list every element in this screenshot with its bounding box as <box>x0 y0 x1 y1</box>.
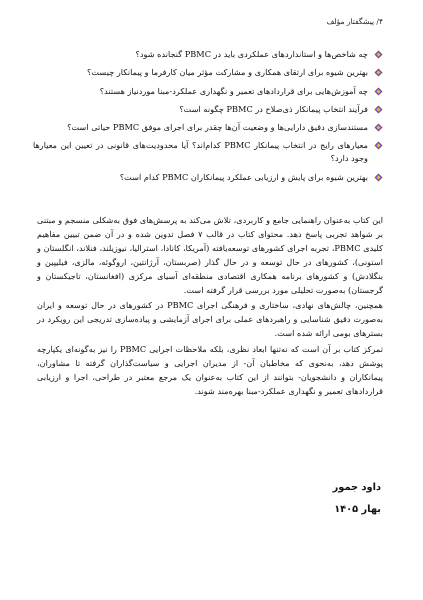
signature-block <box>333 477 381 521</box>
list-item <box>33 139 383 165</box>
body-text <box>37 214 383 401</box>
bullet-text: چه آموزش‌هایی برای قراردادهای تعمیر و نگهداری عملکرد-مبنا موردنیاز هستند؟ <box>99 85 368 96</box>
bullet-icon <box>374 87 383 96</box>
paragraph: این کتاب به‌عنوان راهنمایی جامع و کاربردی، تلاش می‌کند به پرسش‌های فوق به‌شکلی منسجم و مبتنی بر شواهد تجربی پاسخ دهد. محتوای کتاب در قالب ۷ فصل تدوین شده و در آن ضمن تبیین مفاهیم کلیدی PBMC، تجربه اجرای کشورهای توسعه‌یافته (آمریکا، کانادا، استرالیا، نیوزیلند، فنلاند، انگلستان و استونی)، کشورهای در حال توسعه و در حال گذار (صربستان، آرژانتین، اروگوئه، مالزی، فیلیپین و بنگلادش) و کشورهای برنامه همکاری اقتصادی منطقه‌ای آسیای مرکزی (افغانستان، تاجیکستان و گرجستان) به‌صورت تحلیلی مورد بررسی قرار گرفته است. <box>37 215 384 295</box>
bullet-text: بهترین شیوه برای ارتقای همکاری و مشارکت مؤثر میان کارفرما و پیمانکار چیست؟ <box>87 67 368 78</box>
author-name: داود جمور <box>332 482 381 493</box>
bullet-icon <box>374 105 383 114</box>
bullet-icon <box>374 141 383 150</box>
bullet-icon <box>374 50 383 59</box>
list-item <box>33 171 383 184</box>
list-item <box>33 48 383 61</box>
bullet-text: مستندسازی دقیق دارایی‌ها و وضعیت آن‌ها چقدر برای اجرای موفق PBMC حیاتی است؟ <box>67 122 368 133</box>
bullet-icon <box>374 68 383 77</box>
question-list <box>33 48 383 189</box>
list-item <box>33 103 383 116</box>
bullet-text: چه شاخص‌ها و استانداردهای عملکردی باید در PBMC گنجانده شود؟ <box>135 49 368 59</box>
list-item <box>33 121 383 134</box>
bullet-icon <box>374 123 383 132</box>
bullet-text: بهترین شیوه برای پایش و ارزیابی عملکرد پیمانکاران PBMC کدام است؟ <box>119 171 368 182</box>
bullet-icon <box>374 173 383 182</box>
paragraph: همچنین، چالش‌های نهادی، ساختاری و فرهنگی اجرای PBMC در کشورهای در حال توسعه و ایران به‌صورت دقیق شناسایی و راهبردهای عملی برای اجرای آزمایشی و پیاده‌سازی تدریجی این رویکرد در بسترهای بومی ارائه شده است. <box>37 300 383 339</box>
paragraph: تمرکز کتاب بر آن است که نه‌تنها ابعاد نظری، بلکه ملاحظات اجرایی PBMC را نیز به‌گونه‌ای یکپارچه پوشش دهد، به‌نحوی که مخاطبان آن- از مدیران اجرایی و سیاست‌گذاران گرفته تا مشاوران، پیمانکاران و دانشجویان- بتوانند از این کتاب به‌عنوان یک مرجع معتبر در طراحی، اجرا و ارزیابی قراردادهای تعمیر و نگهداری عملکرد-مبنا بهره‌مند شوند. <box>37 344 383 396</box>
list-item <box>33 66 383 79</box>
bullet-text: معیارهای رایج در انتخاب پیمانکار PBMC کدام‌اند؟ آیا محدودیت‌های قانونی در تعیین این معیارها وجود دارد؟ <box>33 140 368 164</box>
signature-date: بهار ۱۴۰۵ <box>334 504 381 515</box>
list-item <box>33 85 383 98</box>
bullet-text: فرآیند انتخاب پیمانکار ذی‌صلاح در PBMC چگونه است؟ <box>179 103 368 114</box>
running-head: ۴/ پیشگفتار مؤلف <box>326 17 383 26</box>
